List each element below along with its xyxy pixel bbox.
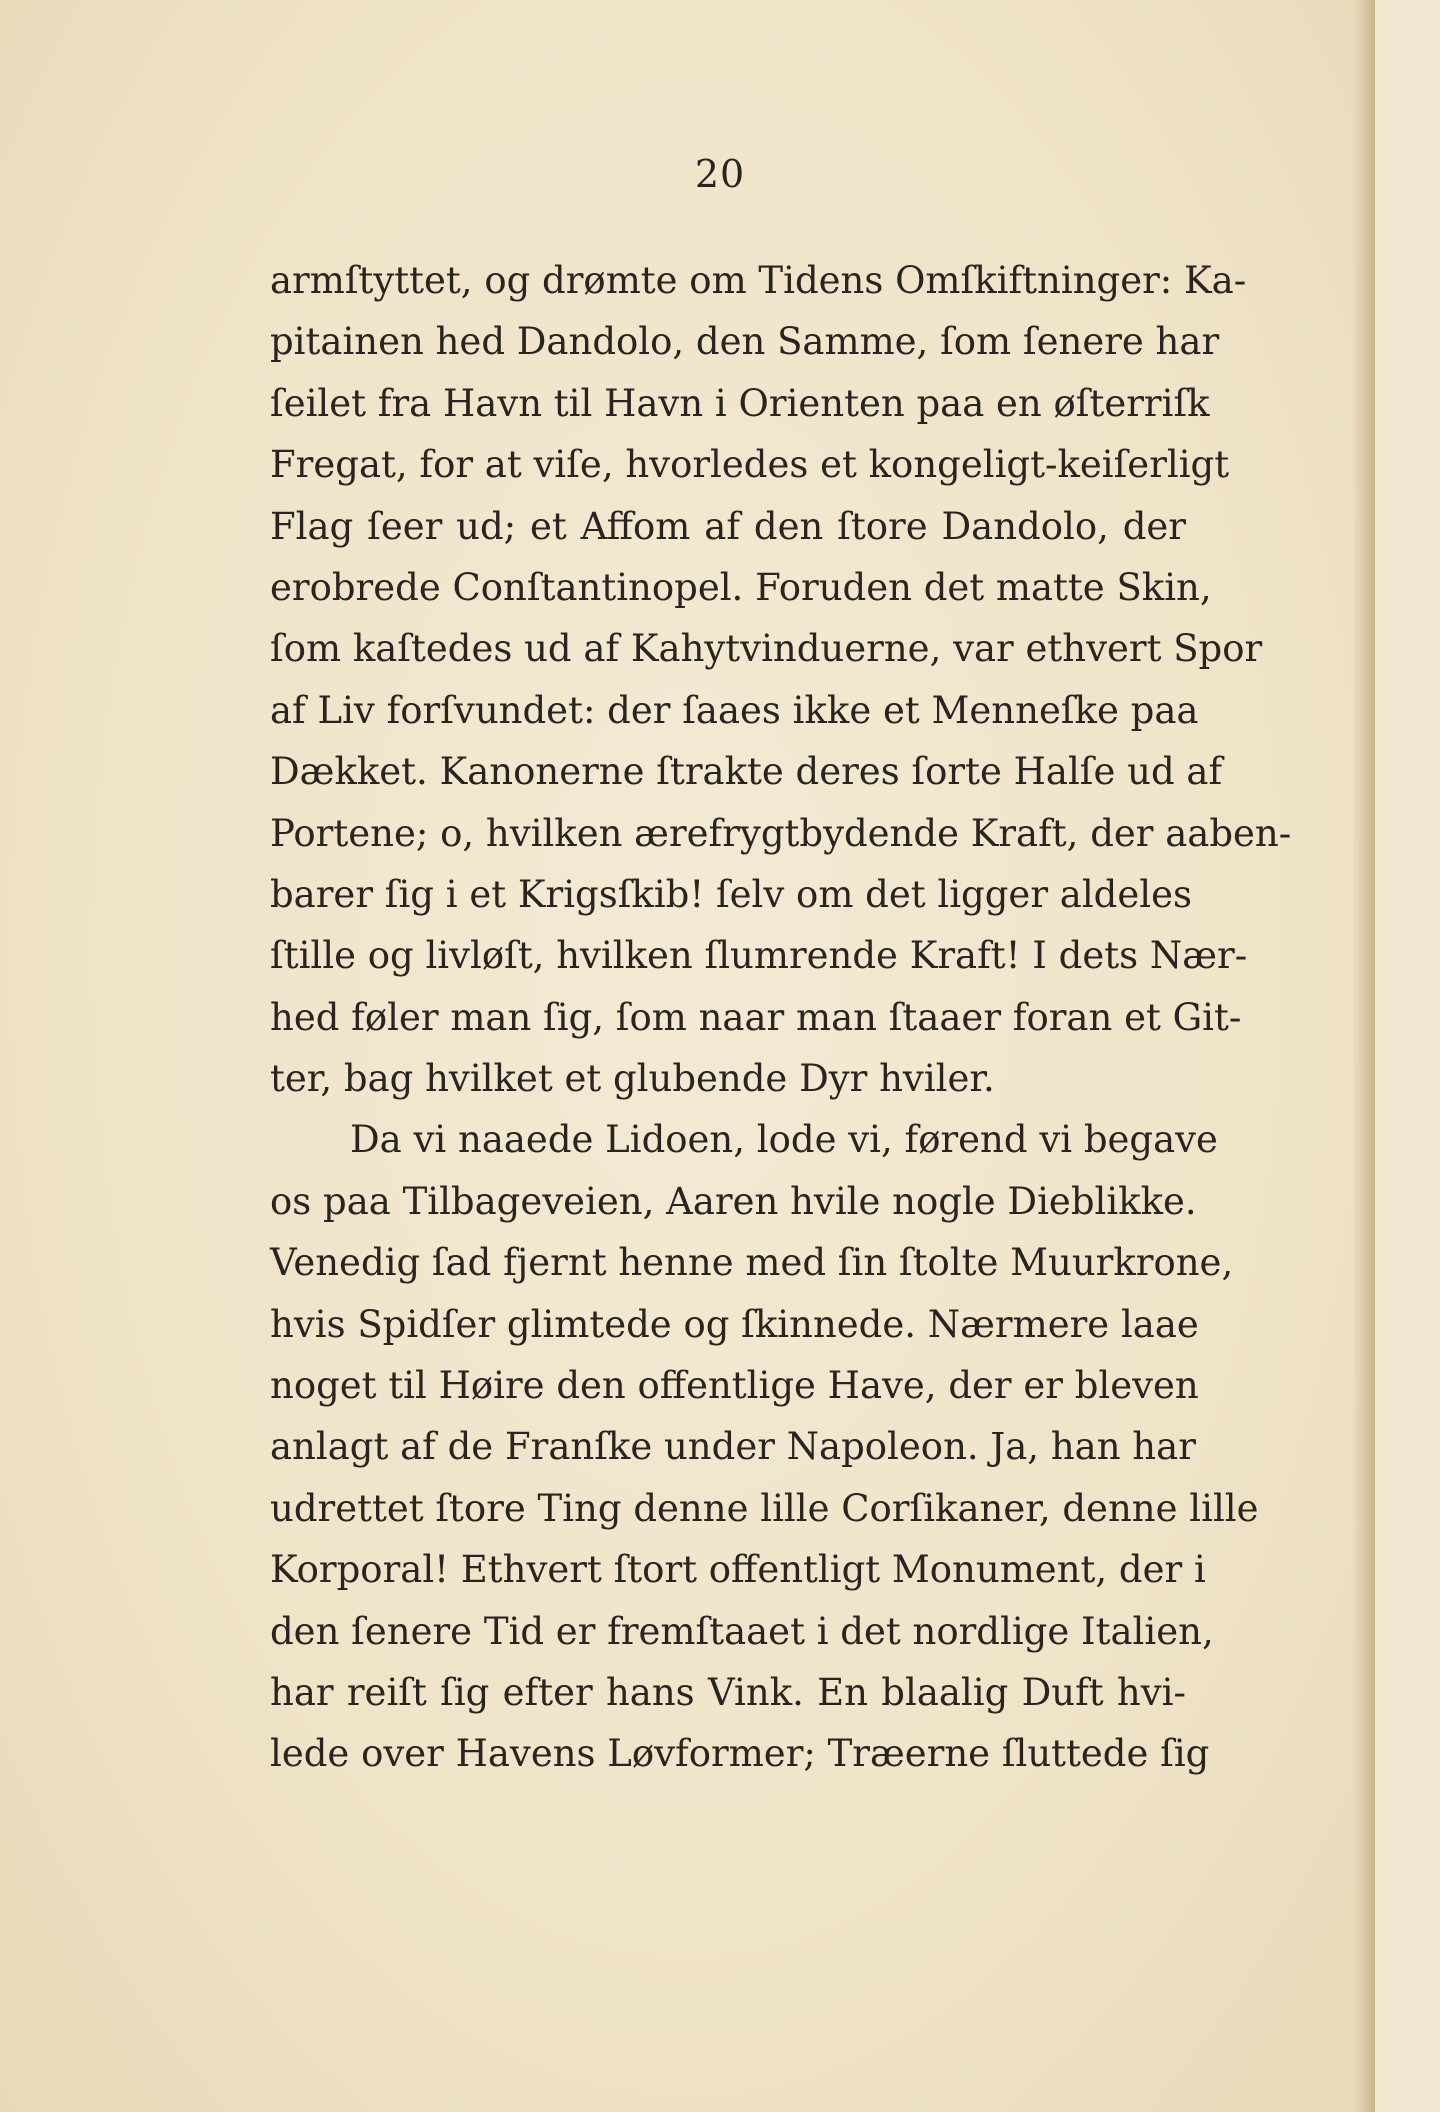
page-edge (1353, 0, 1375, 2112)
text-line: Da vi naaede Lidoen, lode vi, førend vi begave (350, 1118, 1218, 1162)
text-line: hed føler man ſig, ſom naar man ſtaaer foran et Git- (270, 995, 1242, 1039)
text-line: anlagt af de Franſke under Napoleon. Ja, han har (270, 1425, 1196, 1469)
text-line: har reiſt ſig efter hans Vink. En blaalig Duft hvi- (270, 1670, 1186, 1714)
text-line: udrettet ſtore Ting denne lille Corſikaner, denne lille (270, 1486, 1259, 1530)
text-line: noget til Høire den offentlige Have, der er bleven (270, 1364, 1199, 1408)
text-line: barer ſig i et Krigsſkib! ſelv om det ligger aldeles (270, 872, 1192, 916)
page-number: 20 (694, 152, 746, 196)
text-line: ter, bag hvilket et glubende Dyr hviler. (270, 1057, 995, 1101)
text-line: den ſenere Tid er fremſtaaet i det nordlige Italien, (270, 1609, 1214, 1653)
text-line: ſeilet fra Havn til Havn i Orienten paa en øſterriſk (270, 381, 1210, 425)
text-line: Flag ſeer ud; et Affom af den ſtore Dandolo, der (270, 504, 1186, 548)
text-line: Fregat, for at viſe, hvorledes et kongeligt-keiſerligt (270, 443, 1230, 487)
text-line: af Liv forſvundet: der ſaaes ikke et Menneſke paa (270, 688, 1199, 732)
text-line: lede over Havens Løvformer; Træerne ſluttede ſig (270, 1732, 1210, 1776)
text-line: ſtille og livløſt, hvilken ſlumrende Kraft! I dets Nær- (270, 934, 1248, 978)
text-line: os paa Tilbageveien, Aaren hvile nogle Dieblikke. (270, 1179, 1197, 1223)
text-line: Venedig ſad fjernt henne med ſin ſtolte Muurkrone, (270, 1241, 1234, 1285)
text-line: ſom kaſtedes ud af Kahytvinduerne, var ethvert Spor (270, 627, 1263, 671)
body-text (270, 250, 1292, 1785)
text-line: erobrede Conſtantinopel. Foruden det matte Skin, (270, 565, 1212, 609)
text-line: Korporal! Ethvert ſtort offentligt Monument, der i (270, 1548, 1206, 1592)
text-line: armſtyttet, og drømte om Tidens Omſkiftninger: Ka- (270, 259, 1247, 302)
text-line: Dækket. Kanonerne ſtrakte deres ſorte Halſe ud af (270, 750, 1223, 794)
text-line: Portene; o, hvilken ærefrygtbydende Kraft, der aaben- (270, 811, 1292, 855)
text-line: pitainen hed Dandolo, den Samme, ſom ſenere har (270, 320, 1220, 364)
text-line: hvis Spidſer glimtede og ſkinnede. Nærmere laae (270, 1302, 1199, 1346)
